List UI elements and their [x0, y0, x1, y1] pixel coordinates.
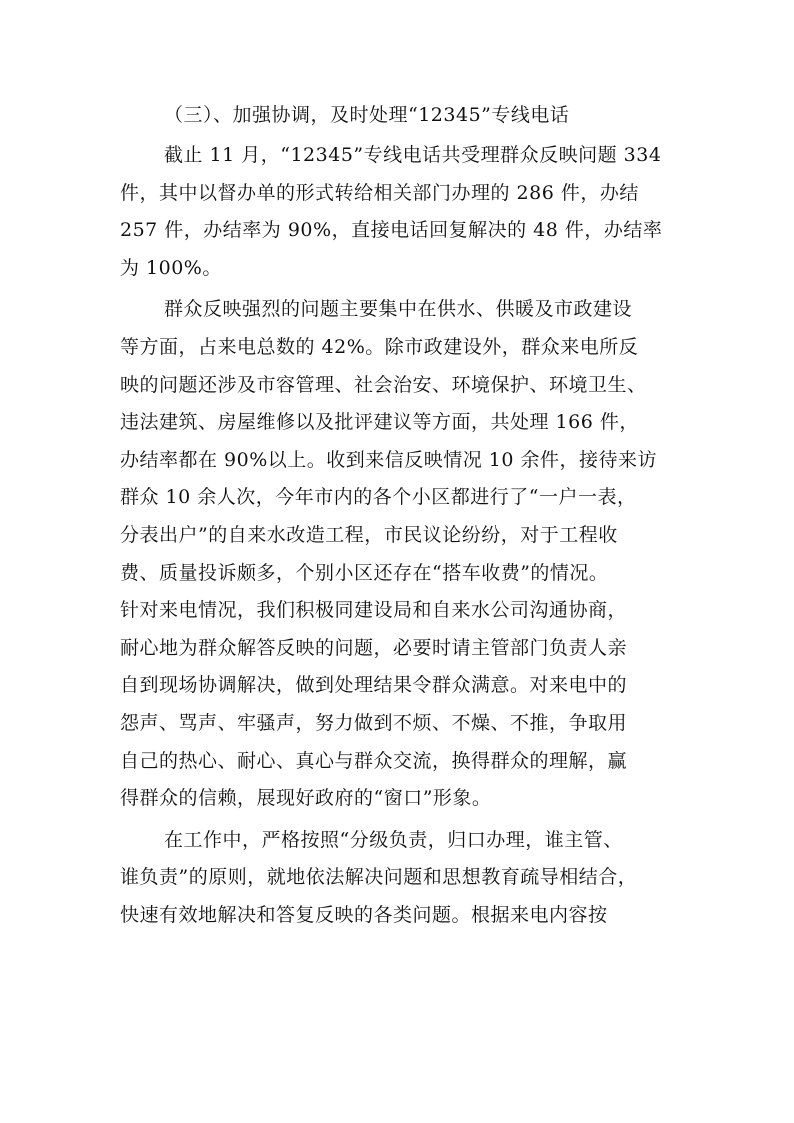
paragraph-hotline-summary — [120, 137, 680, 287]
paragraph-line: 群众 10 余人次，今年市内的各个小区都进行了“一户一表， — [120, 486, 637, 509]
paragraph-line: 得群众的信赖，展现好政府的“窗口”形象。 — [120, 787, 492, 810]
paragraph-line: 快速有效地解决和答复反映的各类问题。根据来电内容按 — [120, 903, 608, 926]
paragraph-line: 在工作中，严格按照“分级负责，归口办理，谁主管、 — [164, 828, 623, 851]
paragraph-line: 为 100%。 — [120, 256, 222, 279]
paragraph-work-principles — [120, 822, 680, 935]
document-body — [120, 95, 680, 934]
paragraph-line: 办结率都在 90%以上。收到来信反映情况 10 余件，接待来访 — [120, 448, 658, 471]
paragraph-line: 怨声、骂声、牢骚声，努力做到不烦、不燥、不推，争取用 — [120, 711, 628, 734]
paragraph-line: 截止 11 月，“12345”专线电话共受理群众反映问题 334 — [164, 144, 662, 166]
paragraph-line: 257 件，办结率为 90%，直接电话回复解决的 48 件，办结率 — [120, 219, 663, 242]
paragraph-line: 群众反映强烈的问题主要集中在供水、供暖及市政建设 — [164, 298, 633, 321]
paragraph-line: 映的问题还涉及市容管理、社会治安、环境保护、环境卫生、 — [120, 373, 647, 396]
section-heading: （三）、加强协调，及时处理“12345”专线电话 — [164, 104, 570, 126]
paragraph-line: 件，其中以督办单的形式转给相关部门办理的 286 件，办结 — [120, 181, 639, 204]
paragraph-line: 等方面，占来电总数的 42%。除市政建设外，群众来电所反 — [120, 335, 639, 358]
paragraph-line: 分表出户”的自来水改造工程，市民议论纷纷，对于工程收 — [120, 523, 618, 546]
paragraph-line: 自己的热心、耐心、真心与群众交流，换得群众的理解，赢 — [120, 749, 628, 772]
paragraph-line: 违法建筑、房屋维修以及批评建议等方面，共处理 166 件， — [120, 411, 639, 434]
paragraph-line: 费、质量投诉颇多，个别小区还存在“搭车收费”的情况。 — [120, 561, 609, 584]
paragraph-line: 耐心地为群众解答反映的问题，必要时请主管部门负责人亲 — [120, 636, 628, 659]
paragraph-line: 针对来电情况，我们积极同建设局和自来水公司沟通协商， — [120, 599, 628, 622]
paragraph-line: 自到现场协调解决，做到处理结果令群众满意。对来电中的 — [120, 674, 628, 697]
paragraph-main-issues — [120, 291, 680, 817]
paragraph-line: 谁负责”的原则，就地依法解决问题和思想教育疏导相结合， — [120, 866, 638, 889]
